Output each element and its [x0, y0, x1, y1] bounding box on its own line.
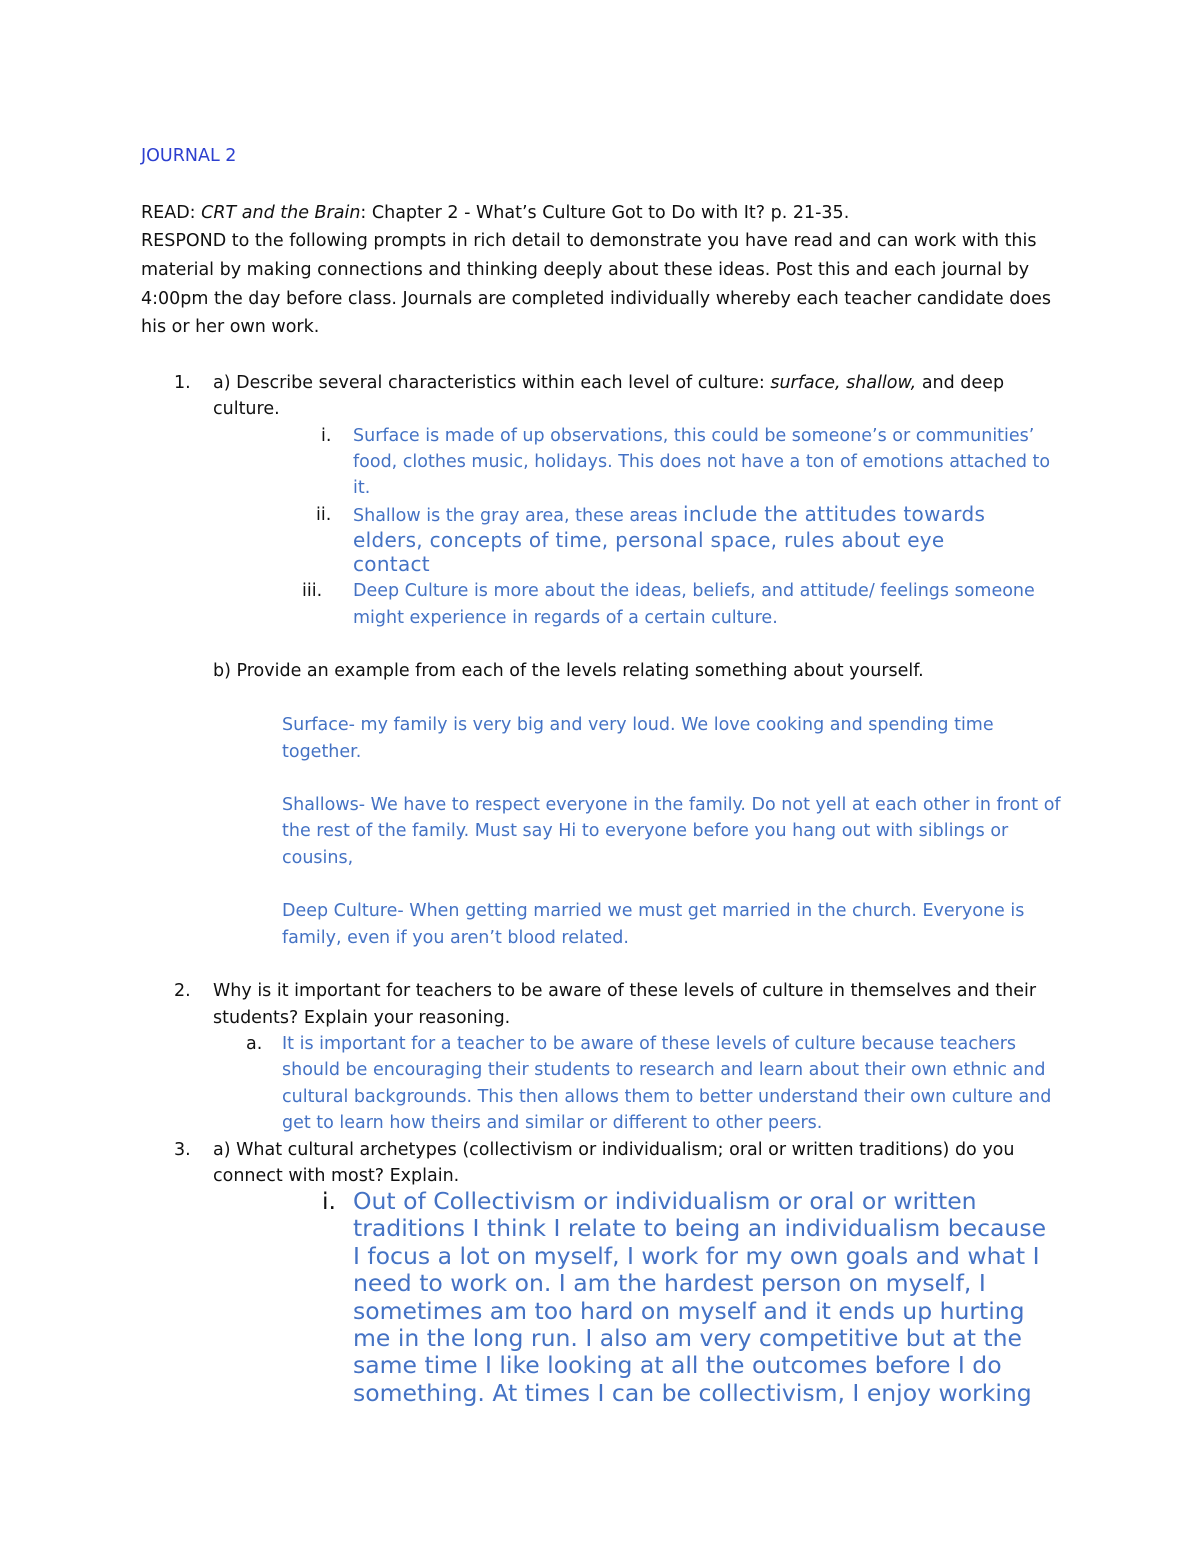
q1-b-answer-line: Deep Culture- When getting married we must get married in the church. Everyone is — [282, 901, 1025, 921]
q3-prompt-line: connect with most? Explain. — [213, 1166, 460, 1186]
q1-prompt-a-line2: culture. — [213, 399, 280, 419]
q1-b-answer-line: the rest of the family. Must say Hi to everyone before you hang out with siblings or — [282, 821, 1009, 841]
q1-answer-line — [353, 502, 985, 529]
q1-answer-line: it. — [353, 478, 371, 498]
respond-line: material by making connections and thinking deeply about these ideas. Post this and each journal by — [141, 260, 1030, 280]
q3-answer-line: need to work on. I am the hardest person on myself, I — [353, 1269, 986, 1297]
read-line — [141, 200, 849, 226]
q1-answer-line: might experience in regards of a certain culture. — [353, 608, 778, 628]
q1-b-answer-line: cousins, — [282, 848, 354, 868]
q1-answer-marker: iii. — [302, 581, 323, 601]
q1-answer-line: elders, concepts of time, personal space, rules about eye — [353, 528, 945, 552]
q3-answer-line: something. At times I can be collectivism, I enjoy working — [353, 1379, 1032, 1407]
q1-answer-line: food, clothes music, holidays. This does not have a ton of emotions attached to — [353, 452, 1051, 472]
q1-answer-line: Deep Culture is more about the ideas, beliefs, and attitude/ feelings someone — [353, 581, 1035, 601]
q3-answer-line: traditions I think I relate to being an individualism because — [353, 1214, 1047, 1242]
respond-line: his or her own work. — [141, 317, 320, 337]
respond-line: RESPOND to the following prompts in rich detail to demonstrate you have read and can work with this — [141, 231, 1037, 251]
read-rest: : Chapter 2 - What’s Culture Got to Do with It? p. 21-35. — [360, 203, 850, 223]
q1-prompt-a-suffix: and deep — [916, 373, 1005, 393]
book-title: CRT and the Brain — [201, 203, 361, 223]
q3-answer-line: sometimes am too hard on myself and it ends up hurting — [353, 1297, 1025, 1325]
q3-answer-line: me in the long run. I also am very competitive but at the — [353, 1324, 1022, 1352]
q3-answer-line: Out of Collectivism or individualism or oral or written — [353, 1187, 977, 1215]
q1-answer-marker: i. — [321, 426, 332, 446]
q1-answer-line: Surface is made of up observations, this could be someone’s or communities’ — [353, 426, 1035, 446]
q1-b-answer-line: family, even if you aren’t blood related. — [282, 928, 629, 948]
q1-prompt-b: b) Provide an example from each of the levels relating something about yourself. — [213, 661, 924, 681]
q2-number: 2. — [174, 981, 191, 1001]
q1-b-answer-line: together. — [282, 742, 362, 762]
q1-prompt-a — [213, 370, 1004, 396]
q2-answer-marker: a. — [246, 1034, 263, 1054]
q1-b-answer-line: Shallows- We have to respect everyone in the family. Do not yell at each other in front of — [282, 795, 1061, 815]
q2-answer-line: It is important for a teacher to be aware of these levels of culture because teachers — [282, 1034, 1017, 1054]
q1-prompt-a-prefix: a) Describe several characteristics within each level of culture: — [213, 373, 771, 393]
q2-prompt-line: Why is it important for teachers to be aware of these levels of culture in themselves and their — [213, 981, 1037, 1001]
q1-answer-lead-mid: include the attitudes towards — [683, 502, 986, 526]
q3-answer-marker: i. — [322, 1187, 336, 1215]
q3-answer-line: same time I like looking at all the outcomes before I do — [353, 1351, 1002, 1379]
q1-number: 1. — [174, 373, 191, 393]
q3-number: 3. — [174, 1140, 191, 1160]
q2-answer-line: should be encouraging their students to research and learn about their own ethnic and — [282, 1060, 1046, 1080]
journal-title: JOURNAL 2 — [141, 146, 237, 166]
q1-answer-marker: ii. — [316, 505, 332, 525]
read-label: READ: — [141, 203, 196, 223]
q1-b-answer-line: Surface- my family is very big and very loud. We love cooking and spending time — [282, 715, 994, 735]
q1-prompt-a-italic: surface, shallow, — [770, 373, 917, 393]
q1-answer-line: contact — [353, 552, 430, 576]
q3-prompt-line: a) What cultural archetypes (collectivism or individualism; oral or written traditions) do you — [213, 1140, 1015, 1160]
q3-answer-line: I focus a lot on myself, I work for my own goals and what I — [353, 1242, 1040, 1270]
respond-line: 4:00pm the day before class. Journals are completed individually whereby each teacher candidate does — [141, 289, 1051, 309]
q1-answer-lead: Shallow is the gray area, these areas — [353, 506, 684, 526]
q2-answer-line: get to learn how theirs and similar or different to other peers. — [282, 1113, 823, 1133]
q2-prompt-line: students? Explain your reasoning. — [213, 1008, 511, 1028]
q2-answer-line: cultural backgrounds. This then allows them to better understand their own culture and — [282, 1087, 1052, 1107]
